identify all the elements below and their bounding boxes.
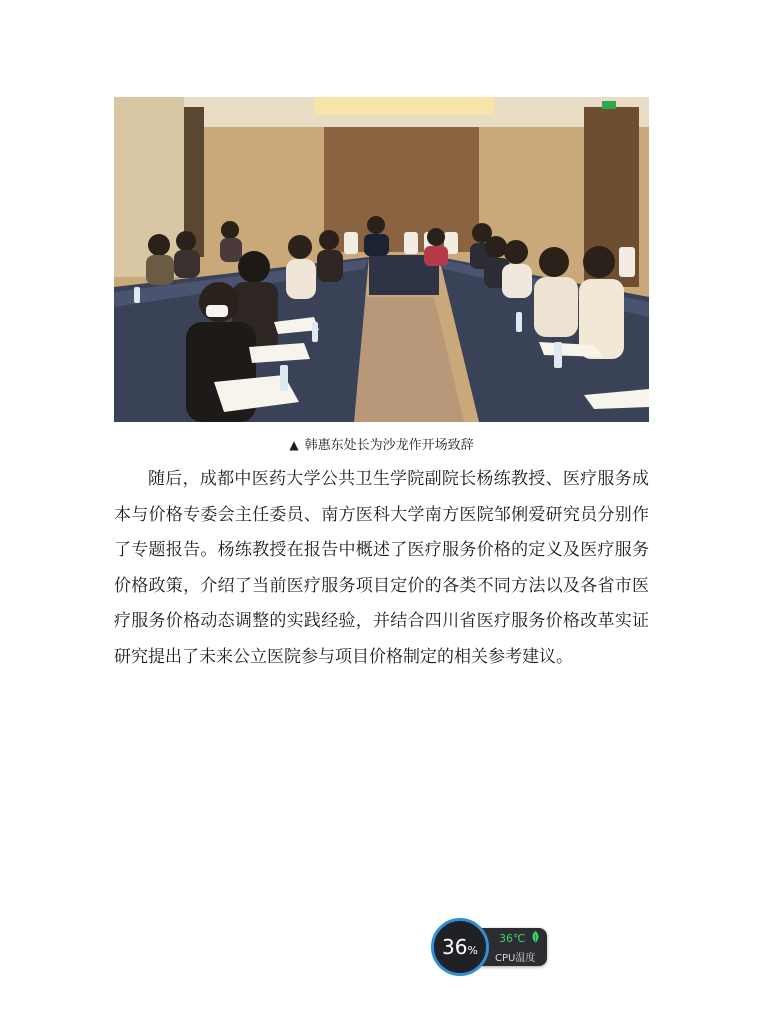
body-paragraph: 随后，成都中医药大学公共卫生学院副院长杨练教授、医疗服务成本与价格专委会主任委员、南方医科大学南方医院邹俐爱研究员分别作了专题报告。杨练教授在报告中概述了医疗服务价格的定义及医疗服务价格政策，介绍了当前医疗服务项目定价的各类不同方法以及各省市医疗服务价格动态调整的实践经验，并结合四川省医疗服务价格改革实证研究提出了未来公立医院参与项目价格制定的相关参考建议。 xyxy=(114,469,649,667)
caption-text: 韩惠东处长为沙龙作开场致辞 xyxy=(304,438,474,453)
leaf-icon xyxy=(531,931,540,944)
meeting-room-illustration xyxy=(114,97,649,422)
triangle-marker-icon: ▲ xyxy=(289,438,299,452)
exit-sign xyxy=(602,101,616,109)
cpu-temperature-label: CPU温度 xyxy=(495,953,536,964)
cpu-usage-ring xyxy=(431,918,489,976)
cpu-usage-value: 36 xyxy=(442,935,468,959)
meeting-photo xyxy=(114,97,649,422)
cpu-monitor-widget[interactable] xyxy=(431,918,549,976)
cpu-temperature: 36℃ xyxy=(499,932,526,945)
figure-caption xyxy=(114,436,649,455)
cpu-usage-unit: % xyxy=(467,943,478,957)
ceiling-light xyxy=(314,97,494,115)
curtain-left xyxy=(114,97,184,277)
